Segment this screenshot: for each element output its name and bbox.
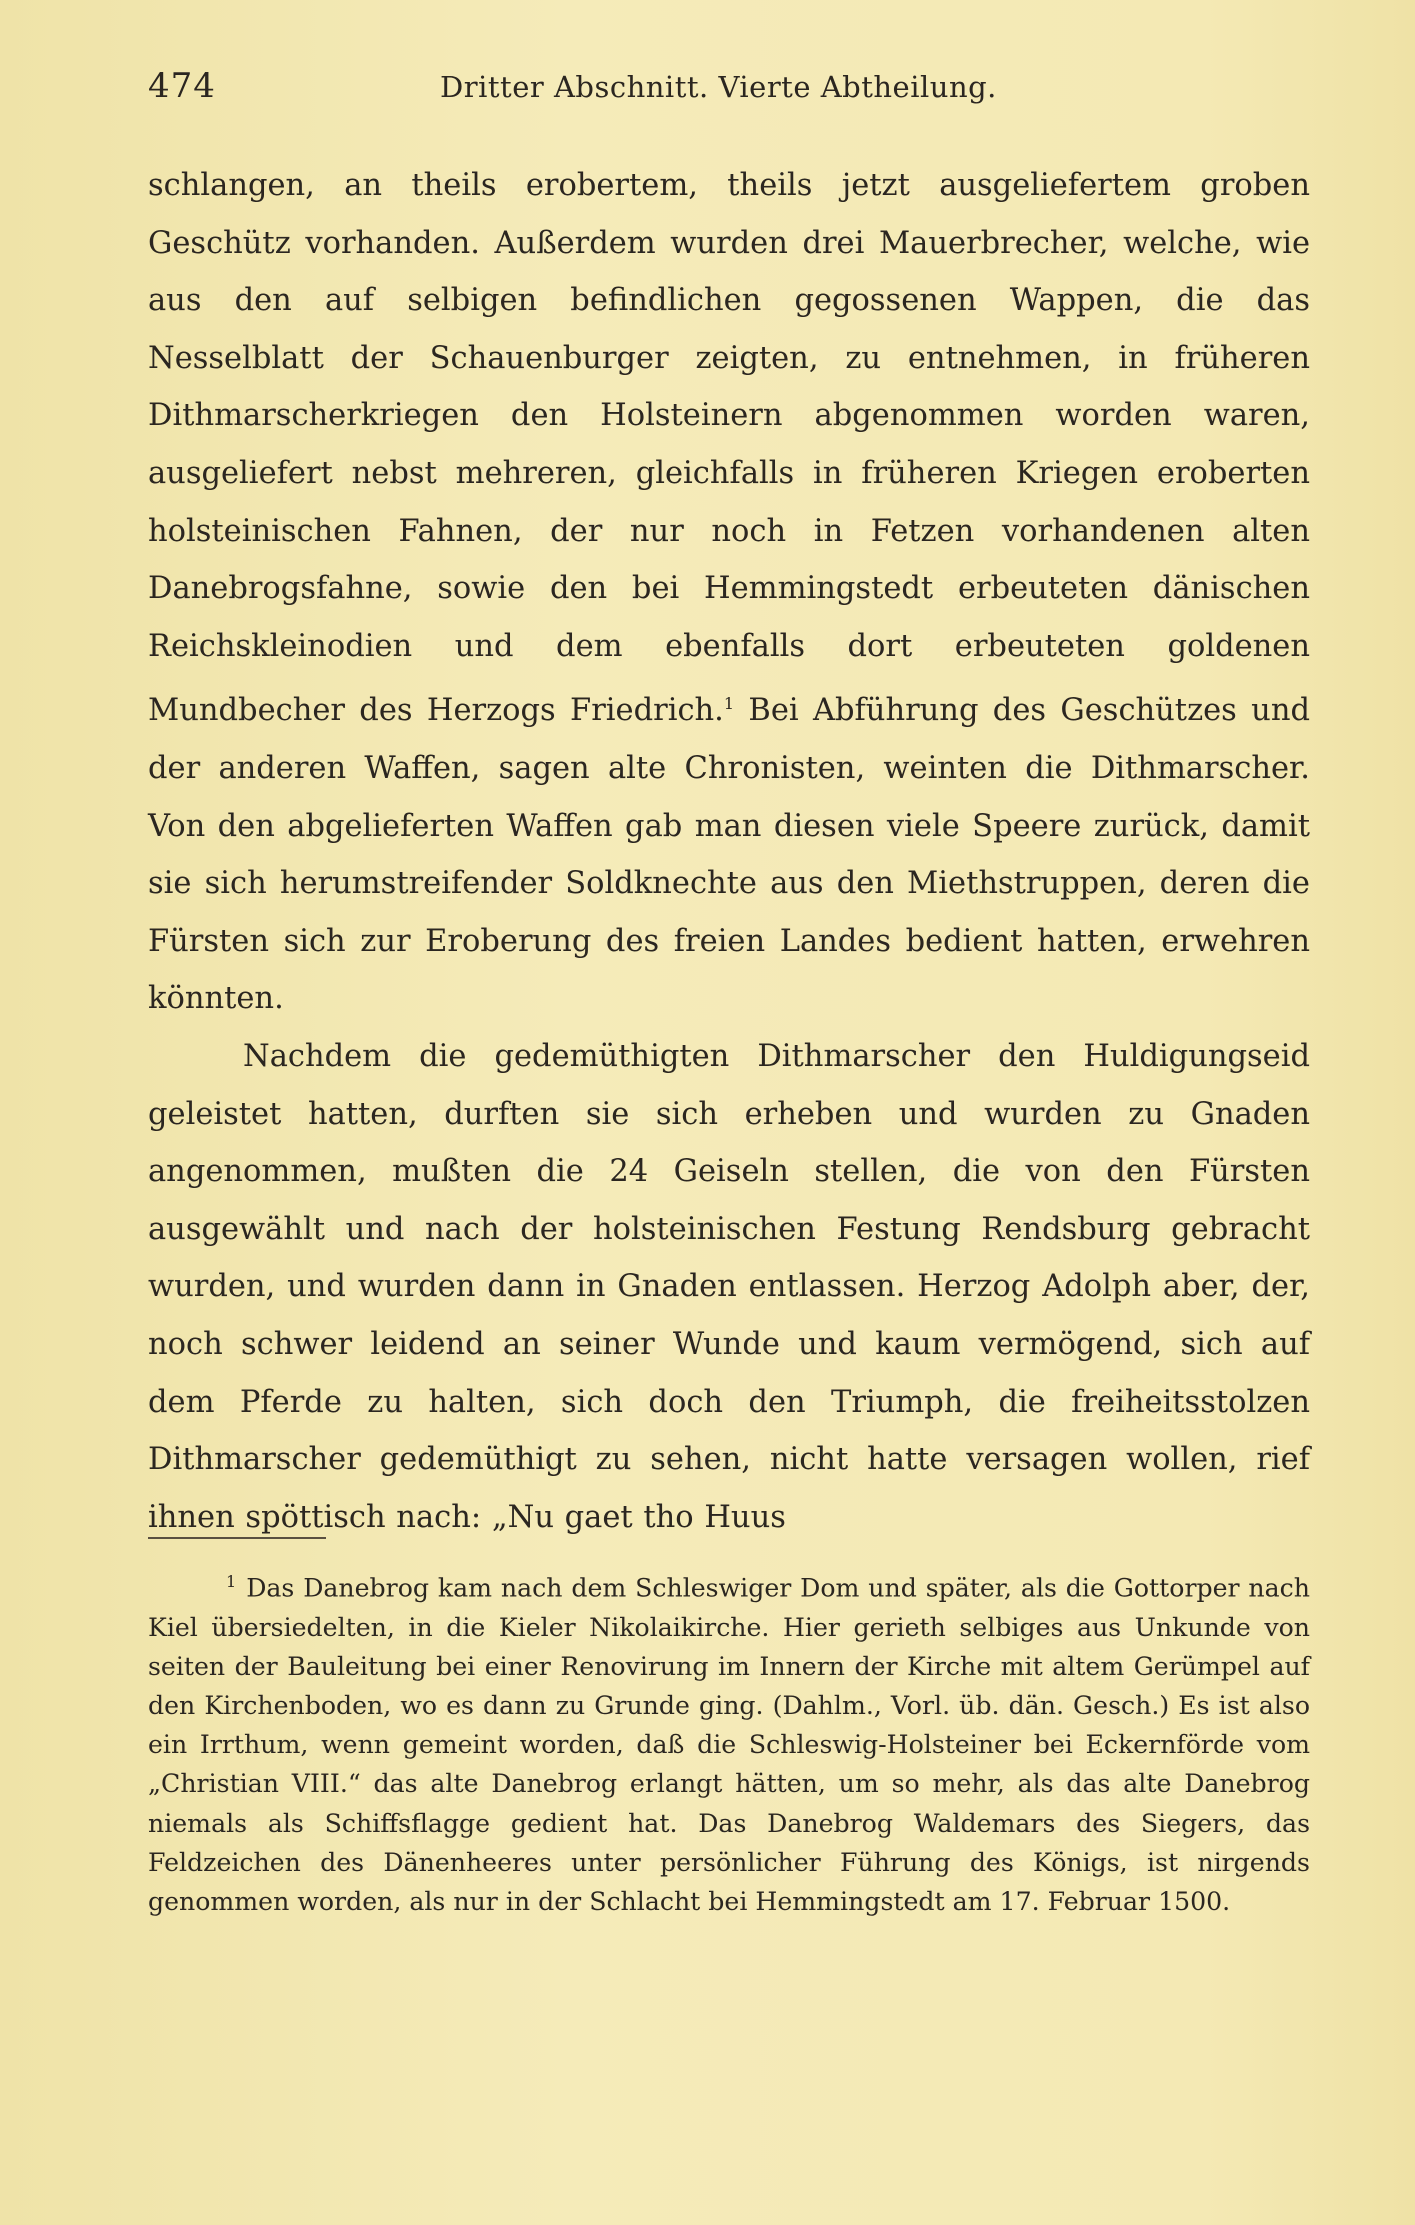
paragraph-2: Nachdem die gedemüthigten Dithmarscher den Huldigungseid geleistet hatten, durften sie sich erheben und wurden zu Gnaden angenommen, mußten die 24 Geiseln stellen, die von den Fürsten ausgewählt und nach der holsteinischen Festung Rendsburg gebracht wurden, und wurden dann in Gnaden entlassen. Herzog Adolph aber, der, noch schwer leidend an seiner Wunde und kaum vermögend, sich auf dem Pferde zu halten, sich doch den Triumph, die freiheitsstolzen Dithmarscher gedemüthigt zu sehen, nicht hatte versagen wollen, rief ihnen spöttisch nach: „Nu gaet tho Huus (148, 1039, 1310, 1535)
footnote-marker: 1 (226, 1572, 237, 1591)
footnote-reference[interactable]: 1 (723, 694, 735, 714)
footnote-divider (148, 1537, 326, 1539)
footnote-text: Das Danebrog kam nach dem Schleswiger Dom und später, als die Gottorper nach Kiel übersiedelten, in die Kieler Nikolaikirche. Hier gerieth selbiges aus Unkunde von seiten der Bauleitung bei einer Renovirung im Innern der Kirche mit altem Gerümpel auf den Kirchenboden, wo es dann zu Grunde ging. (Dahlm., Vorl. üb. dän. Gesch.) Es ist also ein Irrthum, wenn gemeint worden, daß die Schleswig-Holsteiner bei Eckernförde vom „Christian VIII.“ das alte Danebrog erlangt hätten, um so mehr, als das alte Danebrog niemals als Schiffsflagge gedient hat. Das Danebrog Waldemars des Siegers, das Feldzeichen des Dänenheeres unter persönlicher Führung des Königs, ist nirgends genommen worden, als nur in der Schlacht bei Hemmingstedt am 17. Februar 1500. (148, 1573, 1310, 1917)
paragraph-1-text: schlangen, an theils erobertem, theils jetzt ausgeliefertem groben Geschütz vorhanden. Außerdem wurden drei Mauerbrecher, welche, wie aus den auf selbigen befindlichen gegossenen Wappen, die das Nesselblatt der Schauenburger zeigten, zu entnehmen, in früheren Dithmarscherkriegen den Holsteinern abgenommen worden waren, ausgeliefert nebst mehreren, gleichfalls in früheren Kriegen eroberten holsteinischen Fahnen, der nur noch in Fetzen vorhandenen alten Danebrogsfahne, sowie den bei Hemmingstedt erbeuteten dänischen Reichskleinodien und dem ebenfalls dort erbeuteten goldenen Mundbecher des Herzogs Friedrich. (148, 168, 1310, 729)
main-text (148, 157, 1310, 1546)
running-head: Dritter Abschnitt. Vierte Abtheilung. (440, 70, 997, 104)
footnote (148, 1562, 1310, 1921)
paragraph-1 (148, 157, 1310, 1028)
paragraph-1-continuation: Bei Abführung des Geschützes und der anderen Waffen, sagen alte Chronisten, weinten die Dithmarscher. Von den abgelieferten Waffen gab man diesen viele Speere zurück, damit sie sich herumstreifender Soldknechte aus den Miethstruppen, deren die Fürsten sich zur Eroberung des freien Landes bedient hatten, erwehren könnten. (148, 693, 1310, 1017)
page-header (148, 66, 1348, 116)
page-number: 474 (148, 66, 216, 106)
